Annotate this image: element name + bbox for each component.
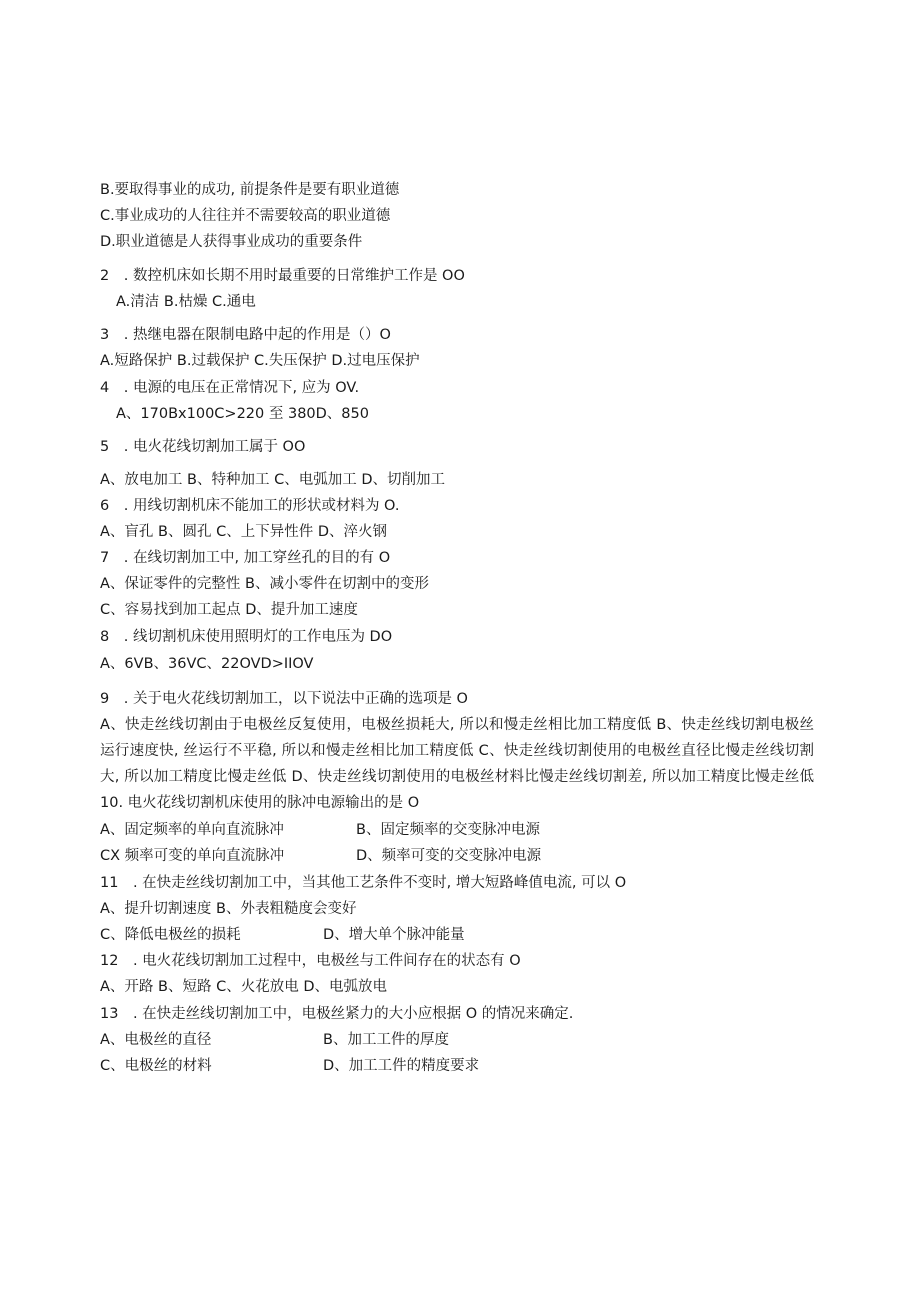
question-8-options: A、6VB、36VC、22OVD>IIOV <box>100 656 314 672</box>
question-9-options-paragraph: A、快走丝线切割由于电极丝反复使用，电极丝损耗大, 所以和慢走丝相比加工精度低 B、快走丝线切割电极丝运行速度快, 丝运行不平稳, 所以和慢走丝相比加工精度低 C、快走丝线切割使用的电极丝直径比慢走丝线切割大, 所以加工精度比慢走丝低 D、快走丝线切割使用的电极丝材料比慢走丝线切割差, 所以加工精度比慢走丝低 10. 电火花线切割机床使用的脉冲电源输出的是 O <box>100 717 814 811</box>
question-10-option-c: CX 频率可变的单向直流脉冲 <box>100 848 285 864</box>
question-3: 3 . 热继电器在限制电路中起的作用是（）O <box>100 327 391 343</box>
question-13-option-a: A、电极丝的直径 <box>100 1032 212 1048</box>
question-6-options: A、盲孔 B、圆孔 C、上下异性件 D、淬火钢 <box>100 524 387 540</box>
question-13: 13 . 在快走丝线切割加工中，电极丝紧力的大小应根据 O 的情况来确定. <box>100 1006 574 1022</box>
question-9: 9 . 关于电火花线切割加工，以下说法中正确的选项是 O <box>100 691 468 707</box>
question-11-option-d: D、增大单个脉冲能量 <box>323 927 465 943</box>
question-4: 4 . 电源的电压在正常情况下, 应为 OV. <box>100 380 360 396</box>
question-5: 5 . 电火花线切割加工属于 OO <box>100 439 306 455</box>
option-line: B.要取得事业的成功, 前提条件是要有职业道德 <box>100 182 400 198</box>
question-2: 2 . 数控机床如长期不用时最重要的日常维护工作是 OO <box>100 268 465 284</box>
question-13-option-d: D、加工工件的精度要求 <box>323 1058 480 1074</box>
question-7: 7 . 在线切割加工中, 加工穿丝孔的目的有 O <box>100 550 391 566</box>
question-4-options: A、170Bx100C>220 至 380D、850 <box>116 406 369 422</box>
question-8: 8 . 线切割机床使用照明灯的工作电压为 DO <box>100 629 393 645</box>
question-7-options: A、保证零件的完整性 B、减小零件在切割中的变形 <box>100 576 429 592</box>
question-11: 11 . 在快走丝线切割加工中，当其他工艺条件不变时, 增大短路峰值电流, 可以 O <box>100 875 627 891</box>
question-7-options: C、容易找到加工起点 D、提升加工速度 <box>100 602 358 618</box>
question-11-option-c: C、降低电极丝的损耗 <box>100 927 241 943</box>
question-3-options: A.短路保护 B.过载保护 C.失压保护 D.过电压保护 <box>100 353 420 369</box>
question-6: 6 . 用线切割机床不能加工的形状或材料为 O. <box>100 498 400 514</box>
question-12: 12 . 电火花线切割加工过程中，电极丝与工件间存在的状态有 O <box>100 953 521 969</box>
question-10-option-d: D、频率可变的交变脉冲电源 <box>356 848 542 864</box>
question-12-options: A、开路 B、短路 C、火花放电 D、电弧放电 <box>100 979 387 995</box>
question-2-options: A.清洁 B.枯燥 C.通电 <box>116 294 256 310</box>
question-10-option-b: B、固定频率的交变脉冲电源 <box>356 822 540 838</box>
option-line: C.事业成功的人往往并不需要较高的职业道德 <box>100 208 391 224</box>
question-11-options: A、提升切割速度 B、外表粗糙度会变好 <box>100 901 357 917</box>
question-5-options: A、放电加工 B、特种加工 C、电弧加工 D、切削加工 <box>100 472 445 488</box>
question-10-option-a: A、固定频率的单向直流脉冲 <box>100 822 284 838</box>
question-13-option-b: B、加工工件的厚度 <box>323 1032 449 1048</box>
option-line: D.职业道德是人获得事业成功的重要条件 <box>100 234 363 250</box>
question-13-option-c: C、电极丝的材料 <box>100 1058 212 1074</box>
